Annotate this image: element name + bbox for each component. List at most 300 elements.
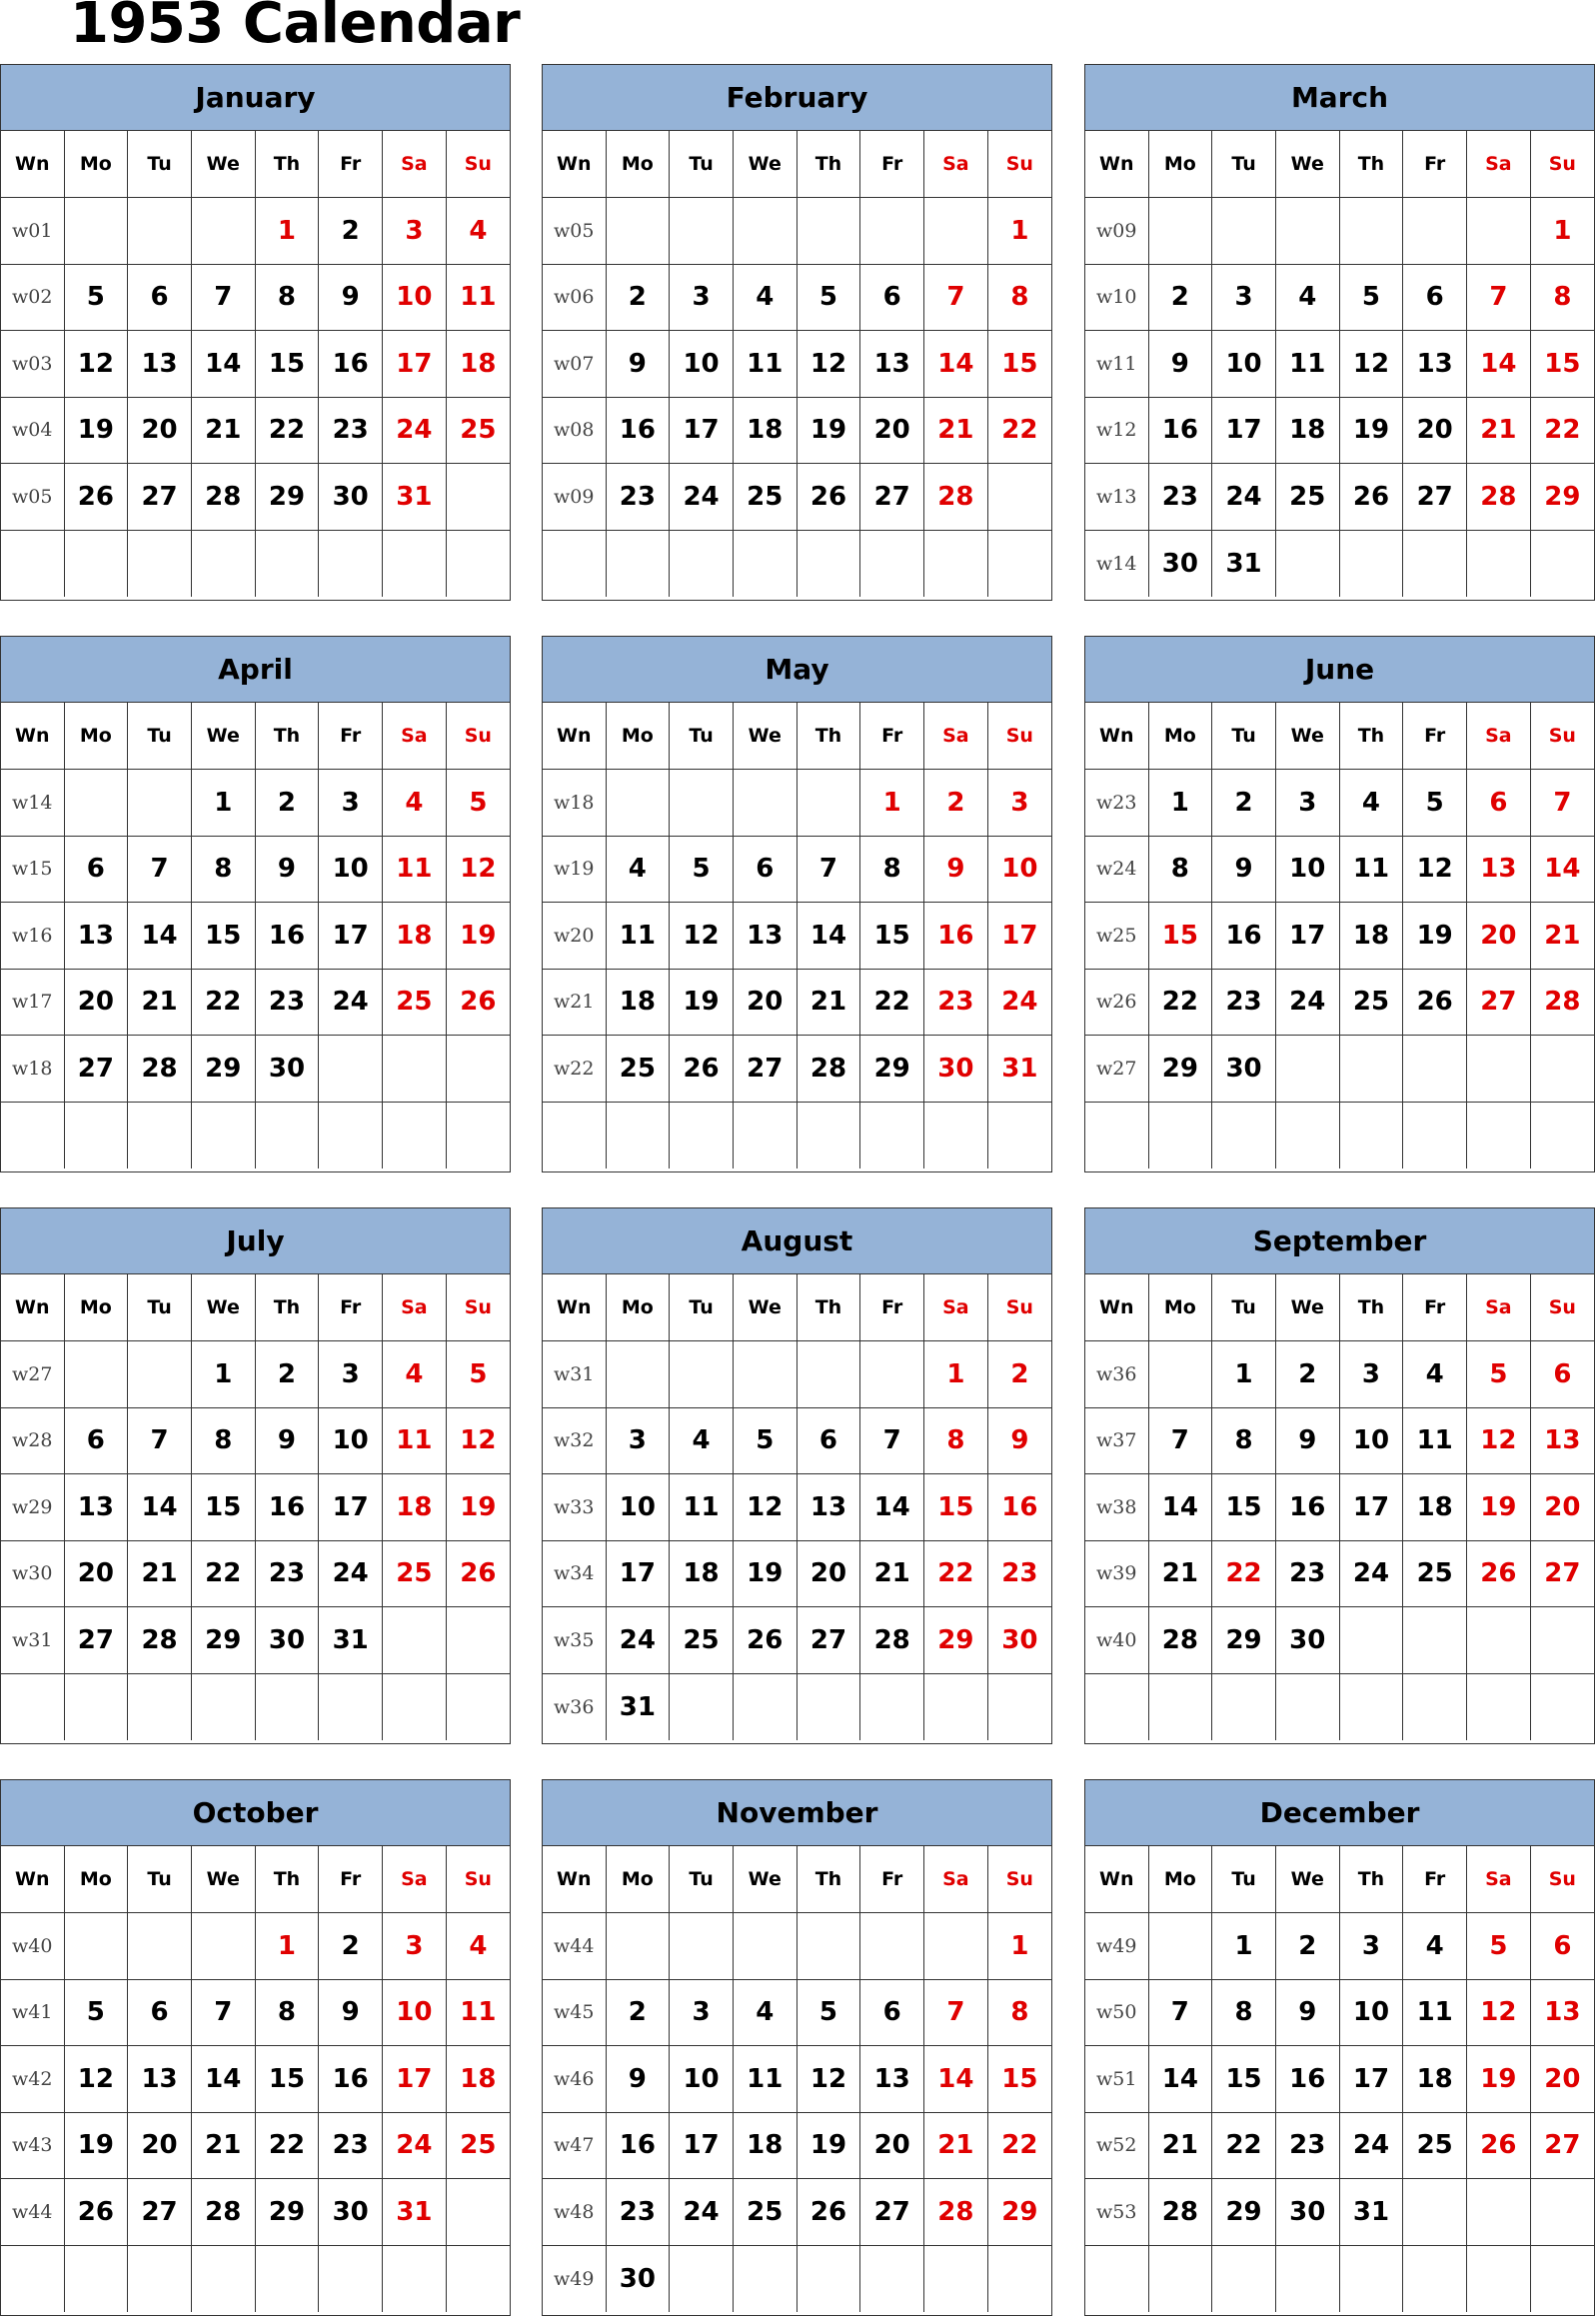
day-cell: 5 <box>1339 264 1403 331</box>
day-cell: 16 <box>1275 1474 1339 1541</box>
day-cell: 11 <box>1339 836 1403 903</box>
weekday-label: Tu <box>128 131 192 198</box>
day-cell: 14 <box>128 903 192 970</box>
day-cell: 4 <box>1339 770 1403 837</box>
day-cell: 26 <box>1467 2112 1531 2179</box>
empty-cell <box>446 1102 510 1168</box>
weekday-label: Wn <box>1 703 64 770</box>
day-cell: 24 <box>987 969 1051 1036</box>
day-cell: 20 <box>1403 397 1467 464</box>
day-cell: 26 <box>670 1036 734 1103</box>
week-number: w18 <box>543 770 606 837</box>
week-number <box>543 530 606 597</box>
week-number: w19 <box>543 836 606 903</box>
empty-cell <box>670 770 734 837</box>
weekday-header-row <box>543 1846 1051 1913</box>
day-cell: 8 <box>1530 264 1594 331</box>
day-cell: 21 <box>1467 397 1531 464</box>
month-title: November <box>543 1779 1051 1846</box>
day-cell: 15 <box>987 331 1051 398</box>
weekday-label: Th <box>797 1274 860 1341</box>
day-cell: 8 <box>1212 1979 1276 2046</box>
empty-cell <box>128 2245 192 2312</box>
day-cell: 14 <box>797 903 860 970</box>
week-row <box>1085 1341 1594 1408</box>
day-cell: 24 <box>319 969 383 1036</box>
week-row <box>543 1979 1051 2046</box>
day-cell: 22 <box>255 2112 319 2179</box>
day-cell: 9 <box>255 1407 319 1474</box>
day-cell: 18 <box>1403 2046 1467 2113</box>
day-cell: 30 <box>255 1607 319 1674</box>
weekday-header-row <box>1085 1846 1594 1913</box>
empty-cell <box>128 1673 192 1740</box>
day-cell: 9 <box>255 836 319 903</box>
week-number: w07 <box>543 331 606 398</box>
day-cell: 4 <box>446 198 510 265</box>
week-number: w31 <box>543 1341 606 1408</box>
empty-cell <box>924 2245 988 2312</box>
day-cell: 10 <box>383 1979 447 2046</box>
week-number: w15 <box>1 836 64 903</box>
week-row <box>1 331 510 398</box>
day-cell: 25 <box>733 2179 797 2246</box>
day-cell: 9 <box>1275 1979 1339 2046</box>
empty-cell <box>1403 1102 1467 1168</box>
week-row <box>543 1036 1051 1103</box>
day-cell: 8 <box>860 836 924 903</box>
day-cell: 11 <box>733 2046 797 2113</box>
day-cell: 18 <box>1403 1474 1467 1541</box>
weekday-label: Mo <box>606 1274 670 1341</box>
day-cell: 27 <box>797 1607 860 1674</box>
weekday-label: Sa <box>1467 131 1531 198</box>
day-cell: 8 <box>1212 1407 1276 1474</box>
month-table <box>1 1846 510 2312</box>
empty-cell <box>733 1341 797 1408</box>
empty-cell <box>64 1102 128 1168</box>
week-row <box>1085 1474 1594 1541</box>
day-cell: 26 <box>1403 969 1467 1036</box>
day-cell: 27 <box>128 464 192 531</box>
month-title: March <box>1085 64 1594 131</box>
week-number: w01 <box>1 198 64 265</box>
weekday-label: Mo <box>606 1846 670 1913</box>
empty-cell <box>446 1673 510 1740</box>
day-cell: 14 <box>191 2046 255 2113</box>
weekday-label: We <box>191 1274 255 1341</box>
empty-cell <box>319 1102 383 1168</box>
weekday-label: Su <box>446 1846 510 1913</box>
day-cell: 12 <box>670 903 734 970</box>
weekday-label: Fr <box>860 131 924 198</box>
day-cell: 18 <box>606 969 670 1036</box>
day-cell: 29 <box>1212 1607 1276 1674</box>
day-cell: 3 <box>670 1979 734 2046</box>
week-number: w29 <box>1 1474 64 1541</box>
day-cell: 31 <box>319 1607 383 1674</box>
empty-cell <box>733 2245 797 2312</box>
weekday-label: Tu <box>670 703 734 770</box>
day-cell: 15 <box>191 903 255 970</box>
empty-cell <box>64 530 128 597</box>
day-cell: 30 <box>1212 1036 1276 1103</box>
day-cell: 21 <box>191 2112 255 2179</box>
day-cell: 10 <box>1339 1407 1403 1474</box>
week-row <box>1 198 510 265</box>
day-cell: 6 <box>733 836 797 903</box>
day-cell: 19 <box>733 1540 797 1607</box>
weekday-label: Sa <box>924 1846 988 1913</box>
empty-cell <box>1530 1036 1594 1103</box>
day-cell: 28 <box>128 1036 192 1103</box>
day-cell: 12 <box>1403 836 1467 903</box>
day-cell: 6 <box>860 1979 924 2046</box>
weekday-label: Th <box>1339 131 1403 198</box>
week-row <box>543 2179 1051 2246</box>
day-cell: 7 <box>924 1979 988 2046</box>
weekday-label: Mo <box>1148 703 1212 770</box>
day-cell: 30 <box>1148 530 1212 597</box>
week-number: w05 <box>543 198 606 265</box>
weekday-label: Tu <box>128 703 192 770</box>
day-cell: 22 <box>987 2112 1051 2179</box>
day-cell: 11 <box>1403 1979 1467 2046</box>
day-cell: 10 <box>670 2046 734 2113</box>
week-row <box>543 2112 1051 2179</box>
empty-cell <box>1212 1673 1276 1740</box>
day-cell: 12 <box>446 836 510 903</box>
day-cell: 29 <box>255 464 319 531</box>
day-cell: 11 <box>1403 1407 1467 1474</box>
month-table <box>543 703 1051 1168</box>
day-cell: 5 <box>1403 770 1467 837</box>
day-cell: 12 <box>1339 331 1403 398</box>
day-cell: 9 <box>319 1979 383 2046</box>
empty-cell <box>1467 1607 1531 1674</box>
day-cell: 11 <box>1275 331 1339 398</box>
empty-cell <box>606 198 670 265</box>
day-cell: 18 <box>383 1474 447 1541</box>
day-cell: 2 <box>606 1979 670 2046</box>
week-row <box>1085 1036 1594 1103</box>
empty-cell <box>1467 530 1531 597</box>
day-cell: 16 <box>1275 2046 1339 2113</box>
day-cell: 14 <box>1148 2046 1212 2113</box>
week-row <box>1085 1913 1594 1980</box>
day-cell: 7 <box>797 836 860 903</box>
week-row <box>543 530 1051 597</box>
day-cell: 17 <box>383 331 447 398</box>
day-cell: 25 <box>383 969 447 1036</box>
week-number: w44 <box>543 1913 606 1980</box>
day-cell: 15 <box>924 1474 988 1541</box>
week-row <box>1085 2179 1594 2246</box>
week-row <box>1085 264 1594 331</box>
day-cell: 11 <box>606 903 670 970</box>
empty-cell <box>191 1913 255 1980</box>
month-table <box>543 1846 1051 2312</box>
day-cell: 27 <box>733 1036 797 1103</box>
week-number: w27 <box>1 1341 64 1408</box>
day-cell: 7 <box>191 264 255 331</box>
weekday-label: Th <box>797 703 860 770</box>
empty-cell <box>924 1102 988 1168</box>
week-row <box>543 397 1051 464</box>
day-cell: 7 <box>1530 770 1594 837</box>
day-cell: 3 <box>319 770 383 837</box>
empty-cell <box>1212 198 1276 265</box>
day-cell: 10 <box>1275 836 1339 903</box>
day-cell: 30 <box>1275 2179 1339 2246</box>
weekday-label: Mo <box>64 703 128 770</box>
day-cell: 23 <box>1275 2112 1339 2179</box>
week-number: w14 <box>1 770 64 837</box>
month-table <box>1085 1274 1594 1740</box>
day-cell: 15 <box>191 1474 255 1541</box>
day-cell: 19 <box>64 2112 128 2179</box>
weekday-label: Sa <box>924 1274 988 1341</box>
week-number: w23 <box>1085 770 1148 837</box>
day-cell: 28 <box>191 464 255 531</box>
empty-cell <box>733 530 797 597</box>
day-cell: 30 <box>606 2245 670 2312</box>
day-cell: 13 <box>860 2046 924 2113</box>
week-row <box>543 969 1051 1036</box>
day-cell: 25 <box>606 1036 670 1103</box>
week-row <box>1 530 510 597</box>
day-cell: 13 <box>1403 331 1467 398</box>
day-cell: 10 <box>383 264 447 331</box>
day-cell: 22 <box>1148 969 1212 1036</box>
week-number: w51 <box>1085 2046 1148 2113</box>
weekday-label: Su <box>987 703 1051 770</box>
day-cell: 14 <box>1530 836 1594 903</box>
empty-cell <box>1339 198 1403 265</box>
day-cell: 12 <box>1467 1979 1531 2046</box>
day-cell: 28 <box>860 1607 924 1674</box>
day-cell: 27 <box>1530 1540 1594 1607</box>
day-cell: 1 <box>191 770 255 837</box>
empty-cell <box>1403 1607 1467 1674</box>
weekday-label: Fr <box>860 1846 924 1913</box>
day-cell: 13 <box>64 1474 128 1541</box>
day-cell: 6 <box>1530 1341 1594 1408</box>
week-number <box>1085 1102 1148 1168</box>
week-number: w46 <box>543 2046 606 2113</box>
empty-cell <box>1275 1036 1339 1103</box>
day-cell: 11 <box>446 1979 510 2046</box>
day-cell: 7 <box>860 1407 924 1474</box>
day-cell: 18 <box>1339 903 1403 970</box>
weekday-label: Sa <box>383 1846 447 1913</box>
day-cell: 7 <box>1467 264 1531 331</box>
week-row <box>543 2046 1051 2113</box>
day-cell: 21 <box>1148 2112 1212 2179</box>
day-cell: 6 <box>64 1407 128 1474</box>
day-cell: 13 <box>1530 1407 1594 1474</box>
day-cell: 18 <box>733 397 797 464</box>
weekday-header-row <box>1 1846 510 1913</box>
week-number: w02 <box>1 264 64 331</box>
day-cell: 13 <box>64 903 128 970</box>
empty-cell <box>446 2179 510 2246</box>
day-cell: 20 <box>64 969 128 1036</box>
empty-cell <box>1275 530 1339 597</box>
empty-cell <box>924 1913 988 1980</box>
day-cell: 18 <box>446 331 510 398</box>
week-row <box>1 397 510 464</box>
empty-cell <box>606 1102 670 1168</box>
day-cell: 27 <box>1467 969 1531 1036</box>
day-cell: 10 <box>670 331 734 398</box>
empty-cell <box>797 1673 860 1740</box>
day-cell: 21 <box>128 1540 192 1607</box>
weekday-label: We <box>733 703 797 770</box>
week-row <box>1085 770 1594 837</box>
weekday-label: We <box>733 131 797 198</box>
empty-cell <box>1530 1673 1594 1740</box>
day-cell: 22 <box>924 1540 988 1607</box>
day-cell: 6 <box>1467 770 1531 837</box>
week-row <box>1 903 510 970</box>
weekday-label: We <box>1275 1274 1339 1341</box>
weekday-label: Mo <box>1148 131 1212 198</box>
day-cell: 1 <box>924 1341 988 1408</box>
month-may <box>542 636 1052 1172</box>
day-cell: 14 <box>128 1474 192 1541</box>
empty-cell <box>606 530 670 597</box>
week-number: w39 <box>1085 1540 1148 1607</box>
day-cell: 29 <box>860 1036 924 1103</box>
week-row <box>543 464 1051 531</box>
day-cell: 26 <box>1339 464 1403 531</box>
week-number: w49 <box>543 2245 606 2312</box>
empty-cell <box>383 1102 447 1168</box>
day-cell: 28 <box>191 2179 255 2246</box>
empty-cell <box>383 1673 447 1740</box>
day-cell: 19 <box>64 397 128 464</box>
day-cell: 27 <box>860 2179 924 2246</box>
day-cell: 9 <box>606 331 670 398</box>
week-row <box>1 1540 510 1607</box>
day-cell: 22 <box>191 969 255 1036</box>
day-cell: 21 <box>860 1540 924 1607</box>
weekday-label: Su <box>446 131 510 198</box>
day-cell: 12 <box>64 2046 128 2113</box>
day-cell: 16 <box>987 1474 1051 1541</box>
week-number: w35 <box>543 1607 606 1674</box>
day-cell: 11 <box>733 331 797 398</box>
weekday-label: Su <box>446 703 510 770</box>
month-title: October <box>1 1779 510 1846</box>
day-cell: 9 <box>1212 836 1276 903</box>
day-cell: 20 <box>797 1540 860 1607</box>
month-title: December <box>1085 1779 1594 1846</box>
weekday-label: Th <box>255 703 319 770</box>
week-number: w31 <box>1 1607 64 1674</box>
empty-cell <box>924 530 988 597</box>
day-cell: 4 <box>1403 1341 1467 1408</box>
week-number <box>543 1102 606 1168</box>
week-number: w28 <box>1 1407 64 1474</box>
day-cell: 24 <box>670 2179 734 2246</box>
day-cell: 3 <box>383 1913 447 1980</box>
weekday-label: Wn <box>1 1846 64 1913</box>
weekday-label: Tu <box>1212 703 1276 770</box>
day-cell: 26 <box>446 969 510 1036</box>
empty-cell <box>1467 2245 1531 2312</box>
weekday-label: Th <box>255 1274 319 1341</box>
week-number: w05 <box>1 464 64 531</box>
day-cell: 10 <box>319 1407 383 1474</box>
day-cell: 25 <box>1339 969 1403 1036</box>
day-cell: 5 <box>797 264 860 331</box>
month-table <box>1085 703 1594 1168</box>
empty-cell <box>1403 2179 1467 2246</box>
empty-cell <box>255 1102 319 1168</box>
day-cell: 1 <box>191 1341 255 1408</box>
week-row <box>543 770 1051 837</box>
day-cell: 13 <box>1530 1979 1594 2046</box>
empty-cell <box>670 2245 734 2312</box>
empty-cell <box>1530 1102 1594 1168</box>
week-row <box>1085 1607 1594 1674</box>
empty-cell <box>1148 1102 1212 1168</box>
day-cell: 14 <box>191 331 255 398</box>
empty-cell <box>1403 1673 1467 1740</box>
weekday-label: Fr <box>1403 1274 1467 1341</box>
week-number: w20 <box>543 903 606 970</box>
day-cell: 30 <box>1275 1607 1339 1674</box>
week-number: w36 <box>543 1673 606 1740</box>
day-cell: 22 <box>1212 2112 1276 2179</box>
empty-cell <box>1467 1102 1531 1168</box>
week-number: w26 <box>1085 969 1148 1036</box>
week-row <box>1 1607 510 1674</box>
empty-cell <box>606 1341 670 1408</box>
day-cell: 18 <box>1275 397 1339 464</box>
weekday-label: Wn <box>543 703 606 770</box>
week-row <box>1085 1540 1594 1607</box>
page-title: 1953 Calendar <box>70 0 521 56</box>
week-number: w10 <box>1085 264 1148 331</box>
week-number: w14 <box>1085 530 1148 597</box>
empty-cell <box>1467 198 1531 265</box>
weekday-header-row <box>543 703 1051 770</box>
day-cell: 14 <box>924 331 988 398</box>
empty-cell <box>1467 1673 1531 1740</box>
day-cell: 29 <box>1212 2179 1276 2246</box>
day-cell: 19 <box>797 397 860 464</box>
empty-cell <box>64 198 128 265</box>
day-cell: 13 <box>1467 836 1531 903</box>
week-number: w40 <box>1085 1607 1148 1674</box>
week-number <box>1 1102 64 1168</box>
week-row <box>1085 2112 1594 2179</box>
week-number: w33 <box>543 1474 606 1541</box>
empty-cell <box>319 1673 383 1740</box>
day-cell: 12 <box>446 1407 510 1474</box>
day-cell: 22 <box>255 397 319 464</box>
weekday-label: Fr <box>1403 131 1467 198</box>
day-cell: 22 <box>860 969 924 1036</box>
day-cell: 19 <box>1467 2046 1531 2113</box>
day-cell: 3 <box>1212 264 1276 331</box>
month-december <box>1084 1779 1595 2316</box>
day-cell: 4 <box>733 264 797 331</box>
empty-cell <box>255 2245 319 2312</box>
